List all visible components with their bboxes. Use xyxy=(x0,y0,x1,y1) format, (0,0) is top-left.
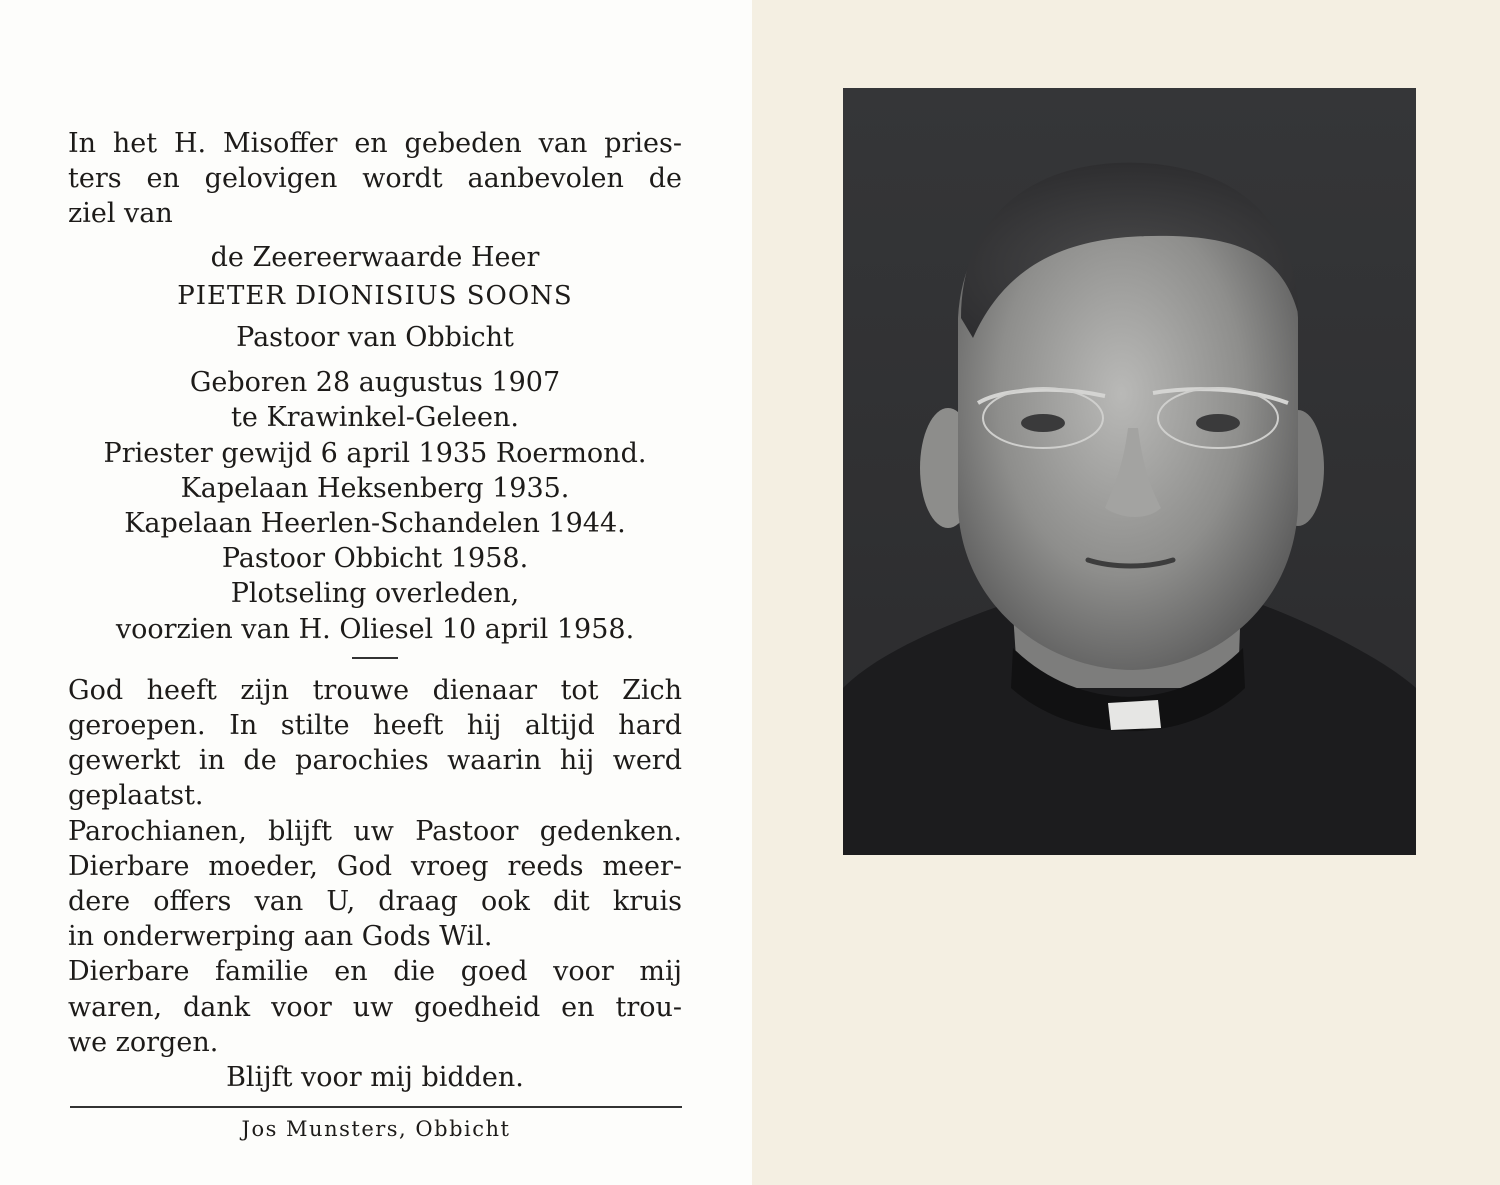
role: Pastoor van Obbicht xyxy=(236,322,514,354)
portrait-photo xyxy=(843,88,1416,855)
bio-line: te Krawinkel-Geleen. xyxy=(231,402,519,434)
separator xyxy=(352,657,398,659)
message-line: God heeft zijn trouwe dienaar tot Zich xyxy=(68,674,682,706)
message-line: geplaatst. xyxy=(68,780,204,812)
message-line: in onderwerping aan Gods Wil. xyxy=(68,921,493,953)
bio-line: voorzien van H. Oliesel 10 april 1958. xyxy=(115,613,635,645)
message-line: Dierbare moeder, God vroeg reeds meer- xyxy=(68,850,682,882)
memorial-text xyxy=(68,126,682,1095)
portrait-image xyxy=(843,88,1416,855)
deceased-name: PIETER DIONISIUS SOONS xyxy=(177,280,573,311)
message-line: geroepen. In stilte heeft hij altijd hard xyxy=(68,710,682,742)
bio-line: Geboren 28 augustus 1907 xyxy=(189,367,561,399)
bio-line: Kapelaan Heksenberg 1935. xyxy=(180,472,570,504)
bio-line: Kapelaan Heerlen-Schandelen 1944. xyxy=(124,508,626,540)
bio-line: Plotseling overleden, xyxy=(230,578,520,610)
closing-line: Blijft voor mij bidden. xyxy=(226,1062,524,1094)
footer-rule xyxy=(70,1106,682,1108)
printer-credit: Jos Munsters, Obbicht xyxy=(241,1117,511,1141)
message-line: Parochianen, blijft uw Pastoor gedenken. xyxy=(68,815,682,847)
message-line: waren, dank voor uw goedheid en trou- xyxy=(68,991,682,1023)
message-line: gewerkt in de parochies waarin hij werd xyxy=(68,745,682,777)
intro-line: ziel van xyxy=(68,198,173,230)
bio-line: Pastoor Obbicht 1958. xyxy=(221,543,529,575)
honorific: de Zeereerwaarde Heer xyxy=(210,241,540,273)
message-line: we zorgen. xyxy=(68,1026,219,1058)
message-line: Dierbare familie en die goed voor mij xyxy=(68,956,682,988)
bio-line: Priester gewijd 6 april 1935 Roermond. xyxy=(103,437,647,469)
intro-line: In het H. Misoffer en gebeden van pries- xyxy=(68,128,682,159)
intro-line: ters en gelovigen wordt aanbevolen de xyxy=(68,163,682,195)
message-line: dere offers van U, draag ook dit kruis xyxy=(68,886,682,918)
